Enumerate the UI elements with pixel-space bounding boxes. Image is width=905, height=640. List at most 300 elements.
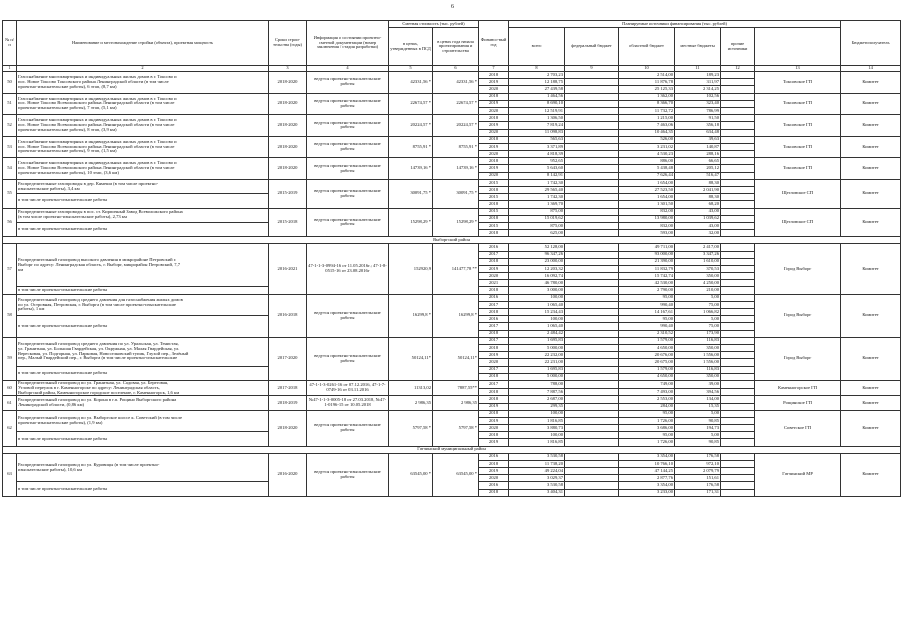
fin-year: 2016 <box>479 482 509 489</box>
budget-manager: Комитет <box>841 396 901 410</box>
value-regional: 7 463,06 <box>619 122 675 129</box>
object-number: 63 <box>3 453 17 496</box>
object-number: 56 <box>3 208 17 237</box>
value-local: 2 314,25 <box>675 86 721 93</box>
column-index: 7 <box>479 66 509 72</box>
budget-recipient: Рощинское ГП <box>755 396 841 410</box>
value-regional: 284,00 <box>619 403 675 410</box>
value-federal <box>565 475 619 482</box>
construction-terms: 2018-2020 <box>269 93 307 115</box>
value-local: 1 556,00 <box>675 352 721 359</box>
value-total: 29 565,40 <box>509 187 565 194</box>
value-local: 90,85 <box>675 417 721 424</box>
value-total: 3 530,58 <box>509 482 565 489</box>
value-total: 15 234,43 <box>509 309 565 316</box>
col-recipient: Бюджетополучатель <box>841 21 901 66</box>
fin-year: 2020 <box>479 129 509 136</box>
budget-recipient: Токсовское ГП <box>755 158 841 180</box>
object-number: 55 <box>3 179 17 208</box>
value-total: 1 742,30 <box>509 179 565 186</box>
value-federal <box>565 158 619 165</box>
design-docs-status: ведутся проектно-изыскательские работы <box>307 453 389 496</box>
value-other <box>721 230 755 237</box>
fin-year: 2019 <box>479 100 509 107</box>
design-docs-status: ведутся проектно-изыскательские работы <box>307 208 389 237</box>
construction-terms: 2015-2019 <box>269 179 307 208</box>
fin-year: 2017 <box>479 337 509 344</box>
value-regional: 2 514,00 <box>619 72 675 79</box>
fin-year: 2018 <box>479 396 509 403</box>
value-total: 1 464,56 <box>509 93 565 100</box>
value-regional: 93 000,00 <box>619 251 675 258</box>
col-cost-group: Сметная стоимость (тыс. рублей) <box>389 21 479 28</box>
budget-recipient: Токсовское ГП <box>755 72 841 94</box>
value-other <box>721 301 755 308</box>
value-local: 1 039,62 <box>675 215 721 222</box>
value-total: 100,00 <box>509 432 565 439</box>
cost-start-year: 7887,55** <box>433 380 479 395</box>
construction-terms: 2018-2020 <box>269 72 307 94</box>
value-other <box>721 194 755 201</box>
value-other <box>721 366 755 373</box>
value-federal <box>565 115 619 122</box>
value-local: 43,00 <box>675 208 721 215</box>
value-local: 311,97 <box>675 79 721 86</box>
value-federal <box>565 100 619 107</box>
value-federal <box>565 410 619 417</box>
budget-manager: Комитет <box>841 380 901 395</box>
value-local: 68,20 <box>675 201 721 208</box>
value-total: 8 690,10 <box>509 100 565 107</box>
budget-manager: Комитет <box>841 115 901 137</box>
header-row-1 <box>3 21 901 28</box>
value-regional: 95,00 <box>619 294 675 301</box>
value-other <box>721 388 755 396</box>
col-cost-approved: в ценах, утвержденных в ПСД <box>389 28 433 66</box>
value-total: 3 029,37 <box>509 475 565 482</box>
value-other <box>721 201 755 208</box>
fin-year: 2019 <box>479 417 509 424</box>
value-total: 22 232,00 <box>509 352 565 359</box>
construction-terms: 2018-2020 <box>269 115 307 137</box>
value-local: 205,12 <box>675 165 721 172</box>
object-name: Газоснабжение многоквартирных и индивидуальных жилых домов в г. Токсово и пос. Новое Токсово Всеволожского района Ленинградской области (в том числе проектно-изыскательские работы), 8 этап, (3,9 км) <box>17 115 269 137</box>
value-other <box>721 258 755 265</box>
value-local: 116,83 <box>675 337 721 344</box>
object-subline: в том числе проектно-изыскательские работы <box>17 432 269 446</box>
value-local: 350,00 <box>675 373 721 380</box>
value-regional: 11 832,79 <box>619 265 675 272</box>
value-regional: 832,00 <box>619 208 675 215</box>
value-local: 151,61 <box>675 475 721 482</box>
cost-approved: 50124,11* <box>389 337 433 380</box>
value-federal <box>565 143 619 150</box>
value-local: 972,10 <box>675 460 721 467</box>
fin-year: 2016 <box>479 453 509 460</box>
cost-start-year: 20224,57 * <box>433 115 479 137</box>
value-local: 288,16 <box>675 151 721 158</box>
value-total: 565,63 <box>509 136 565 143</box>
value-local: 5,00 <box>675 294 721 301</box>
fin-year: 2020 <box>479 86 509 93</box>
object-number: 60 <box>3 380 17 395</box>
fin-year: 2017 <box>479 251 509 258</box>
value-regional: 990,40 <box>619 301 675 308</box>
value-regional: 15 742,74 <box>619 273 675 280</box>
object-number: 54 <box>3 158 17 180</box>
fin-year: 2018 <box>479 72 509 79</box>
fin-year: 2019 <box>479 265 509 272</box>
design-docs-status: ведутся проектно-изыскательские работы <box>307 158 389 180</box>
fin-year: 2016 <box>479 294 509 301</box>
object-number: 58 <box>3 294 17 337</box>
value-regional: 990,40 <box>619 323 675 330</box>
value-other <box>721 417 755 424</box>
value-federal <box>565 425 619 432</box>
value-regional: 95,00 <box>619 410 675 417</box>
budget-recipient: Щегловское СП <box>755 179 841 208</box>
table-row <box>3 244 901 251</box>
col-name: Наименование и местонахождение стройки (объекта), проектная мощность <box>17 21 269 66</box>
fin-year: 2018 <box>479 489 509 496</box>
column-index: 12 <box>721 66 755 72</box>
value-total: 7 819,24 <box>509 122 565 129</box>
value-total: 5 000,00 <box>509 373 565 380</box>
cost-approved: 63545,00 * <box>389 453 433 496</box>
column-index: 5 <box>389 66 433 72</box>
col-total: всего <box>509 28 565 66</box>
value-other <box>721 373 755 380</box>
construction-terms: 2018-2019 <box>269 396 307 410</box>
value-federal <box>565 172 619 179</box>
value-other <box>721 143 755 150</box>
value-total: 11 098,83 <box>509 129 565 136</box>
value-local: 140,87 <box>675 143 721 150</box>
value-total: 3 000,00 <box>509 287 565 294</box>
fin-year: 2018 <box>479 187 509 194</box>
fin-year: 2019 <box>479 122 509 129</box>
fin-year: 2019 <box>479 79 509 86</box>
value-other <box>721 453 755 460</box>
budget-manager: Комитет <box>841 136 901 158</box>
object-name: Распределительные газопроводы в дер. Кямеши (в том числе проектно- изыскательские работы), 3,4 км <box>17 179 269 193</box>
value-local: 91,50 <box>675 115 721 122</box>
budget-recipient: Советское ГП <box>755 410 841 446</box>
fin-year: 2018 <box>479 93 509 100</box>
col-fin-year: Финансо-вый год <box>479 21 509 66</box>
value-other <box>721 396 755 403</box>
fin-year: 2018 <box>479 287 509 294</box>
value-other <box>721 122 755 129</box>
cost-approved: 20224,57 * <box>389 115 433 137</box>
fin-year: 2020 <box>479 359 509 366</box>
object-subline: в том числе проектно-изыскательские работы <box>17 222 269 236</box>
value-other <box>721 309 755 316</box>
value-federal <box>565 187 619 194</box>
value-total: 3 530,58 <box>509 453 565 460</box>
value-federal <box>565 244 619 251</box>
budget-recipient: Город Выборг <box>755 294 841 337</box>
value-local: 15,35 <box>675 403 721 410</box>
fin-year: 2017 <box>479 380 509 388</box>
object-number: 53 <box>3 136 17 158</box>
value-local: 5,00 <box>675 410 721 417</box>
value-total: 2 703,23 <box>509 72 565 79</box>
value-local: 88,30 <box>675 179 721 186</box>
value-regional: 593,00 <box>619 230 675 237</box>
value-local: 75,00 <box>675 301 721 308</box>
fin-year: 2018 <box>479 258 509 265</box>
table-row <box>3 410 901 417</box>
table-row <box>3 380 901 388</box>
cost-approved: 5797,58 * <box>389 410 433 446</box>
value-regional: 4 650,00 <box>619 373 675 380</box>
value-regional: 3 231,02 <box>619 143 675 150</box>
value-total: 4 818,39 <box>509 151 565 158</box>
budget-manager: Комитет <box>841 337 901 380</box>
value-other <box>721 172 755 179</box>
fin-year: 2018 <box>479 330 509 337</box>
value-local: 4 250,00 <box>675 280 721 287</box>
cost-approved: 14739,16 * <box>389 158 433 180</box>
fin-year: 2020 <box>479 425 509 432</box>
col-sources-group: Планируемые источники финансирования (тыс. рублей) <box>509 21 841 28</box>
value-total: 1 816,85 <box>509 439 565 446</box>
value-total: 875,00 <box>509 222 565 229</box>
value-regional: 3 233,00 <box>619 489 675 496</box>
object-name: Газоснабжение многоквартирных и индивидуальных жилых домов в г. Токсово и пос. Новое Токсово Всеволожского района Ленинградской области (в том числе проектно-изыскательские работы), 10 этап, (3,6 км) <box>17 158 269 180</box>
value-local: 173,90 <box>675 330 721 337</box>
value-other <box>721 151 755 158</box>
value-other <box>721 475 755 482</box>
value-total: 23 000,00 <box>509 258 565 265</box>
value-other <box>721 468 755 475</box>
value-federal <box>565 265 619 272</box>
budget-manager: Комитет <box>841 93 901 115</box>
col-federal: федеральный бюджет <box>565 28 619 66</box>
value-local: 1 066,82 <box>675 309 721 316</box>
budget-manager: Комитет <box>841 410 901 446</box>
design-docs-status: ведутся проектно-изыскательские работы <box>307 179 389 208</box>
value-federal <box>565 359 619 366</box>
value-federal <box>565 273 619 280</box>
value-federal <box>565 208 619 215</box>
value-total: 100,00 <box>509 410 565 417</box>
value-federal <box>565 201 619 208</box>
col-regional: областной бюджет <box>619 28 675 66</box>
construction-terms: 2016-2020 <box>269 453 307 496</box>
value-total: 1 695,83 <box>509 366 565 373</box>
value-federal <box>565 251 619 258</box>
value-federal <box>565 129 619 136</box>
design-docs-status: ведутся проектно-изыскательские работы <box>307 115 389 137</box>
value-federal <box>565 380 619 388</box>
fin-year: 2020 <box>479 475 509 482</box>
fin-year: 2017 <box>479 366 509 373</box>
value-other <box>721 330 755 337</box>
value-federal <box>565 287 619 294</box>
cost-approved: 8755,91 * <box>389 136 433 158</box>
table-row <box>3 453 901 460</box>
value-total: 96 347,26 <box>509 251 565 258</box>
value-other <box>721 187 755 194</box>
budget-manager: Комитет <box>841 179 901 208</box>
value-regional: 95,00 <box>619 316 675 323</box>
value-local: 350,00 <box>675 344 721 351</box>
value-regional: 1 579,00 <box>619 366 675 373</box>
value-other <box>721 251 755 258</box>
value-federal <box>565 316 619 323</box>
value-federal <box>565 489 619 496</box>
cost-approved: 22674,57 * <box>389 93 433 115</box>
value-other <box>721 460 755 467</box>
value-regional: 4 530,23 <box>619 151 675 158</box>
value-regional: 2 877,76 <box>619 475 675 482</box>
column-index: 14 <box>841 66 901 72</box>
value-regional: 1 301,50 <box>619 201 675 208</box>
object-subline: в том числе проектно-изыскательские работы <box>17 316 269 338</box>
fin-year: 2015 <box>479 194 509 201</box>
column-index: 4 <box>307 66 389 72</box>
value-other <box>721 72 755 79</box>
column-index: 3 <box>269 66 307 72</box>
col-cost-remaining: в ценах года начала проектирования и строительства <box>433 28 479 66</box>
construction-terms: 2016-2021 <box>269 244 307 294</box>
object-subline: в том числе проектно-изыскательские работы <box>17 194 269 208</box>
value-total: 12 188,75 <box>509 79 565 86</box>
value-other <box>721 359 755 366</box>
value-regional: 2 553,00 <box>619 396 675 403</box>
value-total: 875,00 <box>509 208 565 215</box>
object-number: 62 <box>3 410 17 446</box>
value-total: 12 203,32 <box>509 265 565 272</box>
value-federal <box>565 453 619 460</box>
column-index: 10 <box>619 66 675 72</box>
object-number: 52 <box>3 115 17 137</box>
cost-start-year: 16299,8 * <box>433 294 479 337</box>
fin-year: 2018 <box>479 432 509 439</box>
value-total: 1 742,30 <box>509 194 565 201</box>
value-regional: 1 654,00 <box>619 179 675 186</box>
fin-year: 2019 <box>479 352 509 359</box>
column-index: 8 <box>509 66 565 72</box>
fin-year: 2017 <box>479 323 509 330</box>
fin-year: 2018 <box>479 158 509 165</box>
object-subline: в том числе проектно-изыскательские работы <box>17 287 269 294</box>
value-other <box>721 265 755 272</box>
fin-year: 2020 <box>479 151 509 158</box>
value-federal <box>565 79 619 86</box>
fin-year: 2018 <box>479 460 509 467</box>
value-regional: 27 523,50 <box>619 187 675 194</box>
cost-start-year: 50124,11* <box>433 337 479 380</box>
col-other: прочие источники <box>721 28 755 66</box>
value-other <box>721 93 755 100</box>
value-federal <box>565 165 619 172</box>
cost-approved: 11313,02 <box>389 380 433 395</box>
value-federal <box>565 151 619 158</box>
value-federal <box>565 432 619 439</box>
table-row <box>3 396 901 403</box>
value-other <box>721 79 755 86</box>
value-local: 39,00 <box>675 380 721 388</box>
value-local: 90,85 <box>675 439 721 446</box>
value-federal <box>565 366 619 373</box>
value-other <box>721 425 755 432</box>
value-total: 46 780,00 <box>509 280 565 287</box>
budget-manager: Комитет <box>841 72 901 94</box>
value-federal <box>565 323 619 330</box>
value-regional: 20 676,00 <box>619 352 675 359</box>
object-name: Распределительные газопроводы в пос. ст. Кирпичный Завод Всеволожского района (в том числе проектно-изыскательские работы), 2,73 км <box>17 208 269 222</box>
cost-start-year: 2 986,35 <box>433 396 479 410</box>
region-name: Гатчинский муниципальный район <box>3 446 901 453</box>
construction-terms: 2015-2018 <box>269 208 307 237</box>
value-local: 32,00 <box>675 230 721 237</box>
value-federal <box>565 72 619 79</box>
value-federal <box>565 136 619 143</box>
value-other <box>721 136 755 143</box>
table-row <box>3 136 901 143</box>
value-total: 1 306,50 <box>509 115 565 122</box>
column-index: 2 <box>17 66 269 72</box>
fin-year: 2019 <box>479 403 509 410</box>
value-total: 788,00 <box>509 380 565 388</box>
value-federal <box>565 439 619 446</box>
value-other <box>721 222 755 229</box>
value-other <box>721 208 755 215</box>
cost-start-year: 8755,91 * <box>433 136 479 158</box>
budget-recipient: Город Выборг <box>755 337 841 380</box>
fin-year: 2018 <box>479 410 509 417</box>
value-federal <box>565 403 619 410</box>
object-name: Распределительный газопровод среднего давления по ул. Уральская, ул. Тенистая, ул. Гранитная, ул. Большая Гвардейская, ул. Окружная, ул. Малая Гвардейская, ул. Вересковая, ул. Подгорная, ул. Парковая, Новоселковский тупик, Глухой пер., Зелёный пер., Малый Гвардейский пер., г. Выборга (в том числе проектно-изыскательские <box>17 337 269 366</box>
value-regional: 8 366,70 <box>619 100 675 107</box>
value-total: 100,00 <box>509 294 565 301</box>
value-regional: 1 726,00 <box>619 439 675 446</box>
value-total: 1 695,83 <box>509 337 565 344</box>
column-index: 1 <box>3 66 17 72</box>
value-local: 176,58 <box>675 482 721 489</box>
value-other <box>721 115 755 122</box>
value-local: 210,00 <box>675 287 721 294</box>
fin-year: 2018 <box>479 230 509 237</box>
value-regional: 1 215,00 <box>619 115 675 122</box>
construction-terms: 2018-2020 <box>269 410 307 446</box>
value-total: 3 371,89 <box>509 143 565 150</box>
fin-year: 2016 <box>479 316 509 323</box>
object-number: 51 <box>3 93 17 115</box>
value-other <box>721 86 755 93</box>
value-local: 176,58 <box>675 453 721 460</box>
region-row <box>3 446 901 453</box>
value-regional: 20 675,00 <box>619 359 675 366</box>
budget-recipient: Токсовское ГП <box>755 136 841 158</box>
value-regional: 4 650,00 <box>619 344 675 351</box>
object-name: Газоснабжение многоквартирных и индивидуальных жилых домов в г. Токсово и пос. Новое Токсово Всеволожского района Ленинградской области (в том числе проектно-изыскательские работы), 7 этап, (5,1 км) <box>17 93 269 115</box>
value-federal <box>565 388 619 396</box>
value-other <box>721 482 755 489</box>
object-name: Газоснабжение многоквартирных и индивидуальных жилых домов в г. Токсово и пос. Новое Токсово Токсовского района Ленинградской области (в том числе проектно-изыскательские работы), 6 этап, (8,7 км) <box>17 72 269 94</box>
budget-manager: Комитет <box>841 294 901 337</box>
value-other <box>721 215 755 222</box>
value-total: 3 880,73 <box>509 425 565 432</box>
object-name: Распределительный газопровод по ул. Куровицы (в том числе проектно- изыскательские работы), 10,6 км <box>17 453 269 482</box>
fin-year: 2018 <box>479 201 509 208</box>
value-local: 75,00 <box>675 323 721 330</box>
value-other <box>721 432 755 439</box>
value-regional: 10 464,35 <box>619 129 675 136</box>
